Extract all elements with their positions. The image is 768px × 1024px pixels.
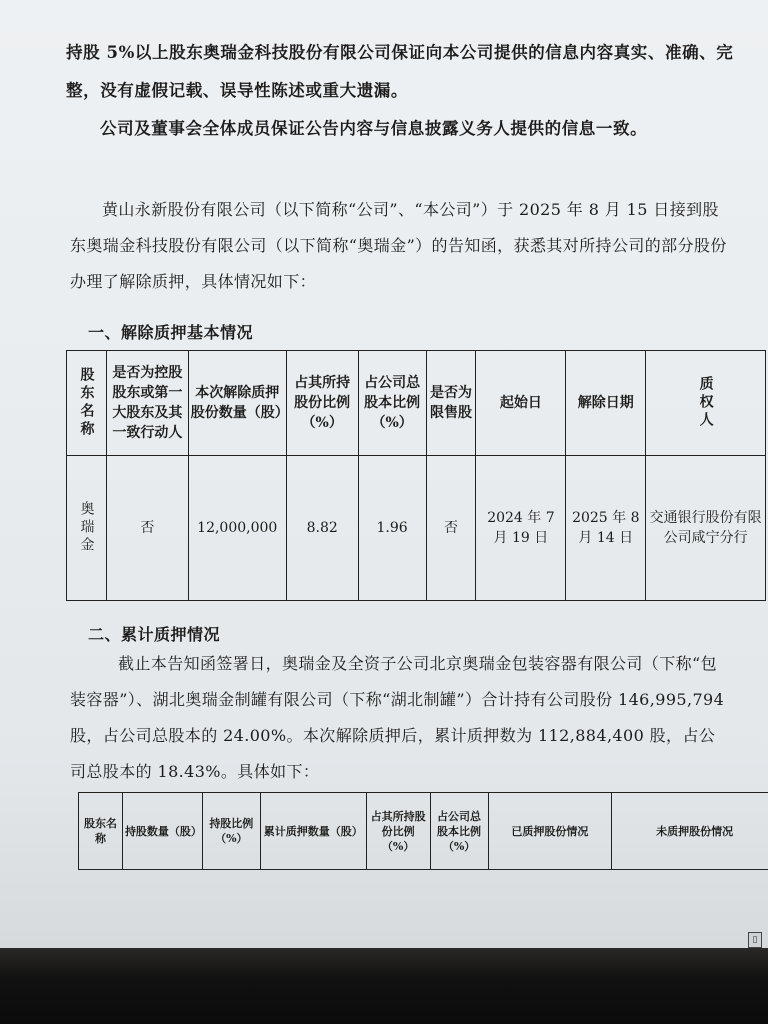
header-pledgee: 质权人 xyxy=(646,351,766,456)
header-release-date: 解除日期 xyxy=(566,351,646,456)
cumulative-paragraph: 截止本告知函签署日，奥瑞金及全资子公司北京奥瑞金包装容器有限公司（下称“包装容器”）、湖北奥瑞金制罐有限公司（下称“湖北制罐”）合计持有公司股份 146,995,794 股，占公司总股本的 24.00%。本次解除质押后，累计质押数为 112,884,400 股，占公司总股本的 18.43%。具体如下： xyxy=(70,654,725,781)
header-unpledged-status: 未质押股份情况 xyxy=(612,793,768,870)
header-held-ratio: 占其所持股份比例（%） xyxy=(366,793,430,870)
header-pledged-status: 已质押股份情况 xyxy=(488,793,612,870)
table-header-row xyxy=(79,793,768,870)
header-release-quantity: 本次解除质押股份数量（股） xyxy=(188,351,286,456)
cumulative-pledge-table xyxy=(78,792,768,870)
header-start-date: 起始日 xyxy=(476,351,566,456)
header-total-ratio: 占公司总股本比例（%） xyxy=(358,351,426,456)
cell-shareholder: 奥瑞金 xyxy=(67,456,107,601)
header-controlling-shareholder: 是否为控股股东或第一大股东及其一致行动人 xyxy=(106,351,188,456)
intro-paragraph: 黄山永新股份有限公司（以下简称“公司”、“本公司”）于 2025 年 8 月 15 日接到股东奥瑞金科技股份有限公司（以下简称“奥瑞金”）的告知函，获悉其对所持公司的部分股份办理了解除质押，具体情况如下： xyxy=(70,200,727,291)
header-total-ratio: 占公司总股本比例（%） xyxy=(430,793,488,870)
section-2-heading: 二、累计质押情况 xyxy=(88,625,221,644)
header-holding-ratio: 持股比例（%） xyxy=(202,793,260,870)
cell-release-date: 2025 年 8 月 14 日 xyxy=(566,456,646,601)
cell-controlling: 否 xyxy=(106,456,188,601)
table-row xyxy=(67,456,766,601)
header-holding-quantity: 持股数量（股） xyxy=(122,793,202,870)
cell-total-ratio: 1.96 xyxy=(358,456,426,601)
header-held-ratio: 占其所持股份比例（%） xyxy=(286,351,358,456)
section-1-heading: 一、解除质押基本情况 xyxy=(88,323,254,342)
header-cumulative-pledge: 累计质押数量（股） xyxy=(260,793,366,870)
guarantee-statement-1: 持股 5%以上股东奥瑞金科技股份有限公司保证向本公司提供的信息内容真实、准确、完整，没有虚假记载、误导性陈述或重大遗漏。 xyxy=(66,43,734,100)
header-restricted: 是否为限售股 xyxy=(426,351,476,456)
release-pledge-table xyxy=(66,350,766,601)
table-header-row xyxy=(67,351,766,456)
cell-start-date: 2024 年 7 月 19 日 xyxy=(476,456,566,601)
cell-restricted: 否 xyxy=(426,456,476,601)
cell-quantity: 12,000,000 xyxy=(188,456,286,601)
guarantee-statement-2: 公司及董事会全体成员保证公告内容与信息披露义务人提供的信息一致。 xyxy=(100,119,648,138)
cell-held-ratio: 8.82 xyxy=(286,456,358,601)
document-corner-icon: ▯ xyxy=(748,932,762,948)
header-shareholder-name: 股东名称 xyxy=(79,793,123,870)
monitor-bezel xyxy=(0,948,768,1024)
header-shareholder-name: 股东名称 xyxy=(67,351,107,456)
cell-pledgee: 交通银行股份有限公司咸宁分行 xyxy=(646,456,766,601)
